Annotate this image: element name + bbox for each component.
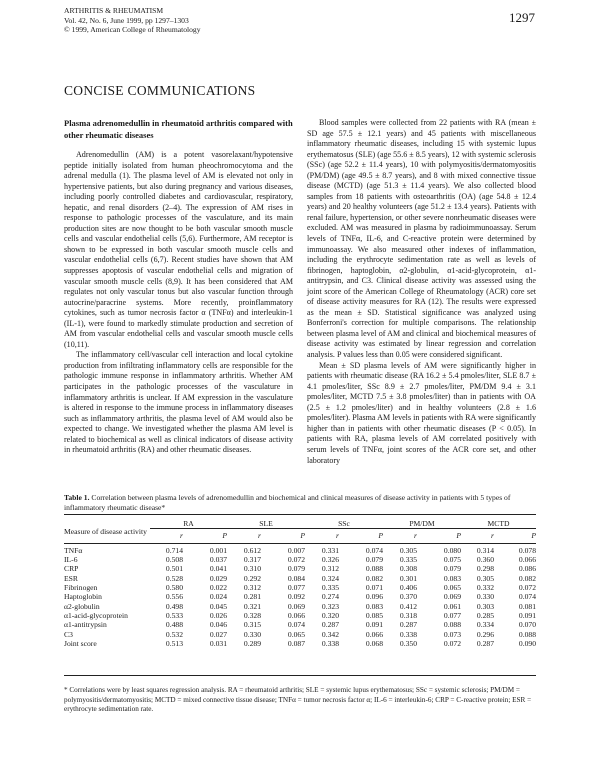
table-row bbox=[64, 574, 536, 583]
measure-cell: TNFα bbox=[64, 545, 83, 555]
group-header: MCTD bbox=[461, 517, 536, 529]
r-value-cell: 0.342 bbox=[321, 629, 339, 639]
paragraph: Adrenomedullin (AM) is a potent vasorelaxant/hypotensive peptide initially isolated from human pheochromocytoma and the adrenal medulla (1). The plasma level of AM is elevated not only in hypertensive patients, but also during pregnancy and various diseases, including poorly controlled diabetes and cardiovascular, respiratory, hepatic, and renal disorders (2–4). The expression of AM rises in response to pathologic processes of the vasculature, and its main production sites are now thought to be both vascular smooth muscle cells and vascular endothelial cells (5,6). Furthermore, AM receptor is shown to be expressed in both vascular smooth muscle cells and vascular endothelial cells (6,7). Recent studies have shown that AM suppresses apoptosis of vascular endothelial cells and migration of vascular smooth muscle cells (8,9). It has been considered that AM regulates not only vascular tonus but also vascular function through autocrine/paracrine systems. More recently, proinflammatory cytokines, such as tumor necrosis factor α (TNFα) and interleukin-1 (IL-1), were found to markedly stimulate production and secretion of AM from vascular endothelial cells and vascular smooth muscle cells (10,11). bbox=[64, 150, 293, 349]
table-bottom-rule bbox=[64, 675, 536, 676]
group-header: RA bbox=[150, 517, 227, 529]
p-value-cell: 0.091 bbox=[518, 611, 536, 621]
table-row bbox=[64, 592, 536, 601]
r-value-cell: 0.528 bbox=[165, 573, 183, 583]
table-row bbox=[64, 630, 536, 639]
copyright-line: © 1999, American College of Rheumatology bbox=[64, 25, 201, 35]
p-value-cell: 0.072 bbox=[443, 639, 461, 649]
p-value-cell: 0.022 bbox=[209, 583, 227, 593]
p-value-cell: 0.073 bbox=[443, 629, 461, 639]
table-row bbox=[64, 564, 536, 573]
p-value-cell: 0.080 bbox=[443, 545, 461, 555]
p-value-cell: 0.029 bbox=[209, 573, 227, 583]
r-value-cell: 0.513 bbox=[165, 639, 183, 649]
correlation-table bbox=[64, 517, 536, 648]
r-value-cell: 0.338 bbox=[399, 629, 417, 639]
group-header: SSc bbox=[305, 517, 383, 529]
group-header-row bbox=[64, 517, 536, 529]
p-value-cell: 0.082 bbox=[365, 573, 383, 583]
measure-cell: ESR bbox=[64, 573, 78, 583]
p-value-cell: 0.083 bbox=[443, 573, 461, 583]
r-value-cell: 0.310 bbox=[243, 564, 261, 574]
r-subheader: r bbox=[258, 531, 261, 541]
r-value-cell: 0.312 bbox=[243, 583, 261, 593]
p-value-cell: 0.078 bbox=[518, 545, 536, 555]
p-value-cell: 0.081 bbox=[518, 601, 536, 611]
p-value-cell: 0.041 bbox=[209, 564, 227, 574]
r-value-cell: 0.488 bbox=[165, 620, 183, 630]
r-value-cell: 0.298 bbox=[476, 564, 494, 574]
r-value-cell: 0.292 bbox=[243, 573, 261, 583]
r-value-cell: 0.326 bbox=[321, 555, 339, 565]
r-subheader: r bbox=[414, 531, 417, 541]
table-label: Table 1. bbox=[64, 493, 90, 502]
p-value-cell: 0.070 bbox=[518, 620, 536, 630]
r-value-cell: 0.501 bbox=[165, 564, 183, 574]
r-value-cell: 0.320 bbox=[321, 611, 339, 621]
r-value-cell: 0.305 bbox=[399, 545, 417, 555]
r-value-cell: 0.580 bbox=[165, 583, 183, 593]
r-value-cell: 0.323 bbox=[321, 601, 339, 611]
p-value-cell: 0.084 bbox=[287, 573, 305, 583]
r-value-cell: 0.317 bbox=[243, 555, 261, 565]
measure-cell: α2-globulin bbox=[64, 601, 100, 611]
volume-line: Vol. 42, No. 6, June 1999, pp 1297–1303 bbox=[64, 15, 189, 25]
r-subheader: r bbox=[491, 531, 494, 541]
r-value-cell: 0.532 bbox=[165, 629, 183, 639]
p-value-cell: 0.085 bbox=[365, 611, 383, 621]
r-value-cell: 0.412 bbox=[399, 601, 417, 611]
p-value-cell: 0.074 bbox=[287, 620, 305, 630]
p-value-cell: 0.088 bbox=[365, 564, 383, 574]
r-value-cell: 0.321 bbox=[243, 601, 261, 611]
r-value-cell: 0.312 bbox=[321, 564, 339, 574]
p-value-cell: 0.090 bbox=[518, 639, 536, 649]
table-row bbox=[64, 611, 536, 620]
r-value-cell: 0.315 bbox=[243, 620, 261, 630]
r-value-cell: 0.350 bbox=[399, 639, 417, 649]
r-value-cell: 0.305 bbox=[476, 573, 494, 583]
r-value-cell: 0.556 bbox=[165, 592, 183, 602]
p-value-cell: 0.074 bbox=[365, 545, 383, 555]
r-value-cell: 0.314 bbox=[476, 545, 494, 555]
r-value-cell: 0.332 bbox=[476, 583, 494, 593]
table-caption-text: Correlation between plasma levels of adrenomedullin and biochemical and clinical measures of disease activity in patients with 5 types of inflammatory rheumatic disease* bbox=[64, 493, 511, 512]
p-value-cell: 0.072 bbox=[287, 555, 305, 565]
r-value-cell: 0.533 bbox=[165, 611, 183, 621]
p-value-cell: 0.071 bbox=[365, 583, 383, 593]
p-value-cell: 0.079 bbox=[443, 564, 461, 574]
p-value-cell: 0.037 bbox=[209, 555, 227, 565]
p-value-cell: 0.077 bbox=[443, 611, 461, 621]
r-value-cell: 0.318 bbox=[399, 611, 417, 621]
table-row bbox=[64, 555, 536, 564]
r-value-cell: 0.612 bbox=[243, 545, 261, 555]
p-value-cell: 0.007 bbox=[287, 545, 305, 555]
measure-cell: Haptoglobin bbox=[64, 592, 102, 602]
p-value-cell: 0.024 bbox=[209, 592, 227, 602]
p-value-cell: 0.087 bbox=[287, 639, 305, 649]
r-subheader: r bbox=[180, 531, 183, 541]
measure-cell: Joint score bbox=[64, 639, 97, 649]
p-subheader: P bbox=[300, 531, 305, 541]
measure-cell: CRP bbox=[64, 564, 79, 574]
r-value-cell: 0.335 bbox=[321, 583, 339, 593]
p-value-cell: 0.061 bbox=[443, 601, 461, 611]
table-row bbox=[64, 620, 536, 629]
r-value-cell: 0.289 bbox=[243, 639, 261, 649]
r-value-cell: 0.330 bbox=[476, 592, 494, 602]
table-row bbox=[64, 543, 536, 555]
r-value-cell: 0.370 bbox=[399, 592, 417, 602]
table-body bbox=[64, 543, 536, 648]
p-value-cell: 0.088 bbox=[518, 629, 536, 639]
r-value-cell: 0.274 bbox=[321, 592, 339, 602]
p-value-cell: 0.096 bbox=[365, 592, 383, 602]
p-value-cell: 0.086 bbox=[518, 564, 536, 574]
r-value-cell: 0.285 bbox=[476, 611, 494, 621]
r-value-cell: 0.331 bbox=[321, 545, 339, 555]
p-value-cell: 0.079 bbox=[365, 555, 383, 565]
p-value-cell: 0.079 bbox=[287, 564, 305, 574]
r-value-cell: 0.301 bbox=[399, 573, 417, 583]
table-row bbox=[64, 639, 536, 648]
r-value-cell: 0.508 bbox=[165, 555, 183, 565]
p-value-cell: 0.075 bbox=[443, 555, 461, 565]
section-title: CONCISE COMMUNICATIONS bbox=[64, 83, 256, 98]
p-subheader: P bbox=[456, 531, 461, 541]
right-column bbox=[307, 118, 536, 466]
r-value-cell: 0.335 bbox=[399, 555, 417, 565]
measure-cell: α1-antitrypsin bbox=[64, 620, 107, 630]
r-value-cell: 0.498 bbox=[165, 601, 183, 611]
r-value-cell: 0.287 bbox=[476, 639, 494, 649]
r-value-cell: 0.714 bbox=[165, 545, 183, 555]
journal-name: ARTHRITIS & RHEUMATISM bbox=[64, 6, 164, 15]
p-subheader: P bbox=[531, 531, 536, 541]
measure-cell: IL-6 bbox=[64, 555, 78, 565]
paragraph: Blood samples were collected from 22 patients with RA (mean ± SD age 57.5 ± 12.1 years) and 45 patients with miscellaneous inflammatory rheumatic diseases, including 15 with systemic lupus erythematosus (SLE) (age 55.6 ± 8.5 years), 12 with systemic sclerosis (SSc) (age 52.2 ± 11.4 years), 10 with polymyositis/dermatomyositis (PM/DM) (age 49.5 ± 8.7 years), and 8 with mixed connective tissue disease (MCTD) (age 51.3 ± 11.4 years). We also collected blood samples from 18 patients with osteoarthritis (OA) (age 54.8 ± 12.4 years) and 20 healthy volunteers (age 51.2 ± 13.4 years). Patients with renal failure, hypertension, or other severe nonrheumatic diseases were excluded. AM was measured in plasma by radioimmunoassay. Serum levels of TNFα, IL-6, and C-reactive protein were determined by immunoassay. We also measured other indexes of inflammation, including the erythrocyte sedimentation rate as well as levels of fibrinogen, haptoglobin, α2-globulin, α1-acid-glycoprotein, α1-antitrypsin, and C3. Clinical disease activity was assessed using the joint score of the American College of Rheumatology (ACR) core set of disease activity measures for RA (12). The results were expressed as the mean ± SD. Statistical significance was analyzed using Bonferroni's correction for multiple comparisons. The relationship between plasma level of AM and clinical and biochemical measures of disease activity was estimated by linear regression and correlation analysis. P values less than 0.05 were considered significant. bbox=[307, 118, 536, 360]
p-value-cell: 0.027 bbox=[209, 629, 227, 639]
group-header: SLE bbox=[227, 517, 305, 529]
p-value-cell: 0.092 bbox=[287, 592, 305, 602]
measure-cell: C3 bbox=[64, 629, 73, 639]
r-value-cell: 0.281 bbox=[243, 592, 261, 602]
r-value-cell: 0.334 bbox=[476, 620, 494, 630]
left-column bbox=[64, 118, 293, 456]
p-value-cell: 0.066 bbox=[287, 611, 305, 621]
article-title: Plasma adrenomedullin in rheumatoid arthritis compared with other rheumatic diseases bbox=[64, 118, 293, 140]
p-value-cell: 0.046 bbox=[209, 620, 227, 630]
p-value-cell: 0.045 bbox=[209, 601, 227, 611]
paragraph: The inflammatory cell/vascular cell interaction and local cytokine production from infiltrating inflammatory cells are responsible for the pathologic immune response in inflammatory arthritis. Whether AM participates in the pathologic processes of the vasculature in inflammatory arthritis is unclear. If AM expression in the vasculature is altered in response to the immune process in inflammatory diseases such as inflammatory arthritis, the plasma level of AM would also be expected to change. We investigated whether the plasma AM level is related to biochemical as well as clinical indicators of disease activity in rheumatoid arthritis (RA) and other rheumatic diseases. bbox=[64, 350, 293, 455]
p-value-cell: 0.091 bbox=[365, 620, 383, 630]
p-value-cell: 0.066 bbox=[518, 555, 536, 565]
r-value-cell: 0.360 bbox=[476, 555, 494, 565]
r-value-cell: 0.296 bbox=[476, 629, 494, 639]
p-value-cell: 0.077 bbox=[287, 583, 305, 593]
group-header: PM/DM bbox=[383, 517, 461, 529]
p-value-cell: 0.074 bbox=[518, 592, 536, 602]
p-value-cell: 0.031 bbox=[209, 639, 227, 649]
table-footnote: * Correlations were by least squares regression analysis. RA = rheumatoid arthritis; SLE = systemic lupus erythematosus; SSc = systemic sclerosis; PM/DM = polymyositis/dermatomyositis; MCTD = mixed connective tissue disease; TNFα = tumor necrosis factor α; IL-6 = interleukin-6; CRP = C-reactive protein; ESR = erythrocyte sedimentation rate. bbox=[64, 686, 532, 714]
r-value-cell: 0.406 bbox=[399, 583, 417, 593]
p-value-cell: 0.082 bbox=[518, 573, 536, 583]
r-value-cell: 0.338 bbox=[321, 639, 339, 649]
measure-cell: Fibrinogen bbox=[64, 583, 98, 593]
p-value-cell: 0.001 bbox=[209, 545, 227, 555]
r-value-cell: 0.287 bbox=[321, 620, 339, 630]
p-value-cell: 0.069 bbox=[443, 592, 461, 602]
p-value-cell: 0.065 bbox=[443, 583, 461, 593]
r-value-cell: 0.287 bbox=[399, 620, 417, 630]
page-number: 1297 bbox=[509, 10, 535, 25]
r-value-cell: 0.330 bbox=[243, 629, 261, 639]
p-value-cell: 0.026 bbox=[209, 611, 227, 621]
table-row bbox=[64, 602, 536, 611]
r-value-cell: 0.324 bbox=[321, 573, 339, 583]
table-caption bbox=[64, 493, 536, 513]
p-subheader: P bbox=[222, 531, 227, 541]
p-subheader: P bbox=[378, 531, 383, 541]
measure-header: Measure of disease activity bbox=[64, 527, 147, 536]
p-value-cell: 0.072 bbox=[518, 583, 536, 593]
p-value-cell: 0.066 bbox=[365, 629, 383, 639]
r-value-cell: 0.303 bbox=[476, 601, 494, 611]
running-header bbox=[64, 6, 201, 35]
paragraph: Mean ± SD plasma levels of AM were significantly higher in patients with rheumatic disease (RA 16.2 ± 5.4 pmoles/liter, SLE 8.7 ± 4.1 pmoles/liter, SSc 8.9 ± 2.7 pmoles/liter, PM/DM 9.4 ± 3.1 pmoles/liter, MCTD 7.5 ± 3.8 pmoles/liter) than in patients with OA (2.5 ± 1.2 pmoles/liter) and in healthy volunteers (2.8 ± 1.6 pmoles/liter). Plasma AM levels in patients with RA were significantly higher than in patients with other rheumatic diseases (P < 0.05). In patients with RA, plasma levels of AM correlated positively with serum levels of TNFα, joint scores of the ACR core set, and other laboratory bbox=[307, 360, 536, 465]
table-top-rule bbox=[64, 514, 536, 515]
r-subheader: r bbox=[336, 531, 339, 541]
p-value-cell: 0.083 bbox=[365, 601, 383, 611]
r-value-cell: 0.308 bbox=[399, 564, 417, 574]
p-value-cell: 0.065 bbox=[287, 629, 305, 639]
p-value-cell: 0.068 bbox=[365, 639, 383, 649]
r-value-cell: 0.328 bbox=[243, 611, 261, 621]
table-row bbox=[64, 583, 536, 592]
p-value-cell: 0.069 bbox=[287, 601, 305, 611]
measure-cell: α1-acid-glycoprotein bbox=[64, 611, 128, 621]
p-value-cell: 0.088 bbox=[443, 620, 461, 630]
